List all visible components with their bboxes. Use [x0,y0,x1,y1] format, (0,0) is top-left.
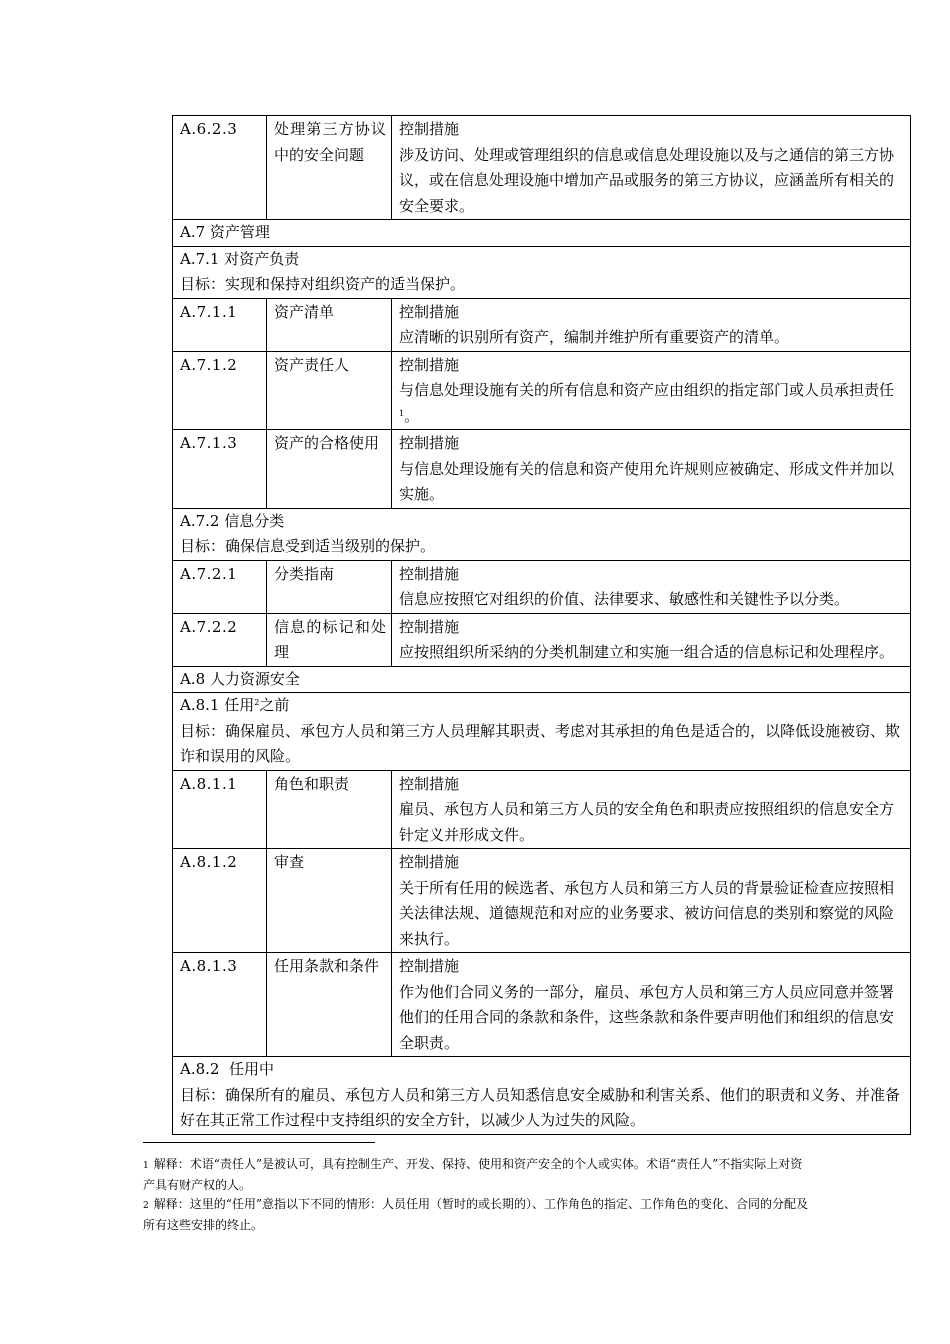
objective-row [173,693,911,771]
footnote-mark: 2 [143,1201,149,1211]
section-title: A.7 资产管理 [173,220,911,247]
control-body-tail: 。 [404,406,420,425]
control-id: A.7.2.2 [173,613,267,666]
objective-title: A.7.1 对资产负责 [180,249,300,268]
section-row [173,666,911,693]
control-name: 角色和职责 [274,774,350,793]
control-body: 关于所有任用的候选者、承包方人员和第三方人员的背景验证检查应按照相关法律法规、道德规范和对应的业务要求、被访问信息的类别和察觉的风险来执行。 [399,878,895,948]
section-row [173,220,911,247]
objective-goal: 目标：确保雇员、承包方人员和第三方人员理解其职责、考虑对其承担的角色是适合的，以降低设施被窃、欺诈和误用的风险。 [180,721,901,765]
control-row [173,298,911,351]
objective-title: A.7.2 信息分类 [180,511,285,530]
footnote-separator [143,1142,375,1143]
control-body: 与信息处理设施有关的信息和资产使用允许规则应被确定、形成文件并加以实施。 [399,459,895,503]
objective-goal: 目标：实现和保持对组织资产的适当保护。 [180,275,466,293]
control-name: 资产的合格使用 [274,434,380,452]
control-body: 应按照组织所采纳的分类机制建立和实施一组合适的信息标记和处理程序。 [399,643,895,661]
footnotes [143,1155,813,1235]
control-name: 审查 [274,853,305,871]
objective-row [173,246,911,298]
control-name: 资产责任人 [274,355,350,374]
objective-row [173,1057,911,1135]
control-id: A.7.1.3 [173,430,267,509]
control-heading: 控制措施 [399,853,460,871]
control-body: 涉及访问、处理或管理组织的信息或信息处理设施以及与之通信的第三方协议，或在信息处理设施中增加产品或服务的第三方协议，应涵盖所有相关的安全要求。 [399,145,895,215]
control-body: 信息应按照它对组织的价值、法律要求、敏感性和关键性予以分类。 [399,590,850,608]
objective-title: A.8.1 任用 [180,696,255,714]
control-id: A.8.1.3 [173,953,267,1057]
footnote-item [143,1195,813,1235]
section-title: A.8 人力资源安全 [173,666,911,693]
control-row [173,953,911,1057]
control-heading: 控制措施 [399,302,460,321]
control-row [173,770,911,849]
objective-title-tail: 之前 [259,696,290,714]
control-id: A.7.2.1 [173,560,267,613]
control-row [173,613,911,666]
control-row [173,116,911,220]
control-heading: 控制措施 [399,774,460,793]
control-name: 信息的标记和处理 [274,617,386,661]
footnote-reference: 1 [399,408,405,418]
control-heading: 控制措施 [399,957,460,975]
control-body: 应清晰的识别所有资产，编制并维护所有重要资产的清单。 [399,328,790,346]
footnote-item [143,1155,813,1195]
control-id: A.6.2.3 [173,116,267,220]
footnote-text: 解释：术语“责任人”是被认可，具有控制生产、开发、保持、使用和资产安全的个人或实体。术语“责任人”不指实际上对资产具有财产权的人。 [143,1157,803,1192]
control-id: A.8.1.1 [173,770,267,849]
control-name: 分类指南 [274,564,335,583]
control-heading: 控制措施 [399,564,460,583]
footnote-mark: 1 [143,1161,149,1171]
control-name: 处理第三方协议中的安全问题 [274,120,386,164]
objective-row [173,508,911,560]
control-name: 任用条款和条件 [274,957,380,975]
control-id: A.7.1.2 [173,351,267,430]
control-row [173,849,911,953]
footnote-text: 解释：这里的“任用”意指以下不同的情形：人员任用（暂时的或长期的）、工作角色的指定、工作角色的变化、合同的分配及所有这些安排的终止。 [143,1197,809,1232]
control-row [173,351,911,430]
control-table [172,115,911,1135]
control-table-body [173,116,911,1135]
control-body: 作为他们合同义务的一部分，雇员、承包方人员和第三方人员应同意并签署他们的任用合同的条款和条件，这些条款和条件要声明他们和组织的信息安全职责。 [399,982,895,1052]
control-name: 资产清单 [274,302,335,321]
control-id: A.8.1.2 [173,849,267,953]
control-heading: 控制措施 [399,120,460,138]
objective-goal: 目标：确保所有的雇员、承包方人员和第三方人员知悉信息安全威胁和利害关系、他们的职责和义务、并准备好在其正常工作过程中支持组织的安全方针，以减少人为过失的风险。 [180,1085,901,1129]
objective-goal: 目标：确保信息受到适当级别的保护。 [180,537,436,555]
control-heading: 控制措施 [399,617,460,636]
objective-title: A.8.2 任用中 [180,1060,274,1078]
footnote-reference: 2 [254,698,260,707]
control-body: 与信息处理设施有关的所有信息和资产应由组织的指定部门或人员承担责任 [399,381,895,399]
control-heading: 控制措施 [399,434,460,452]
control-body: 雇员、承包方人员和第三方人员的安全角色和职责应按照组织的信息安全方针定义并形成文件。 [399,800,895,844]
control-row [173,430,911,509]
control-row [173,560,911,613]
control-id: A.7.1.1 [173,298,267,351]
control-heading: 控制措施 [399,355,460,374]
